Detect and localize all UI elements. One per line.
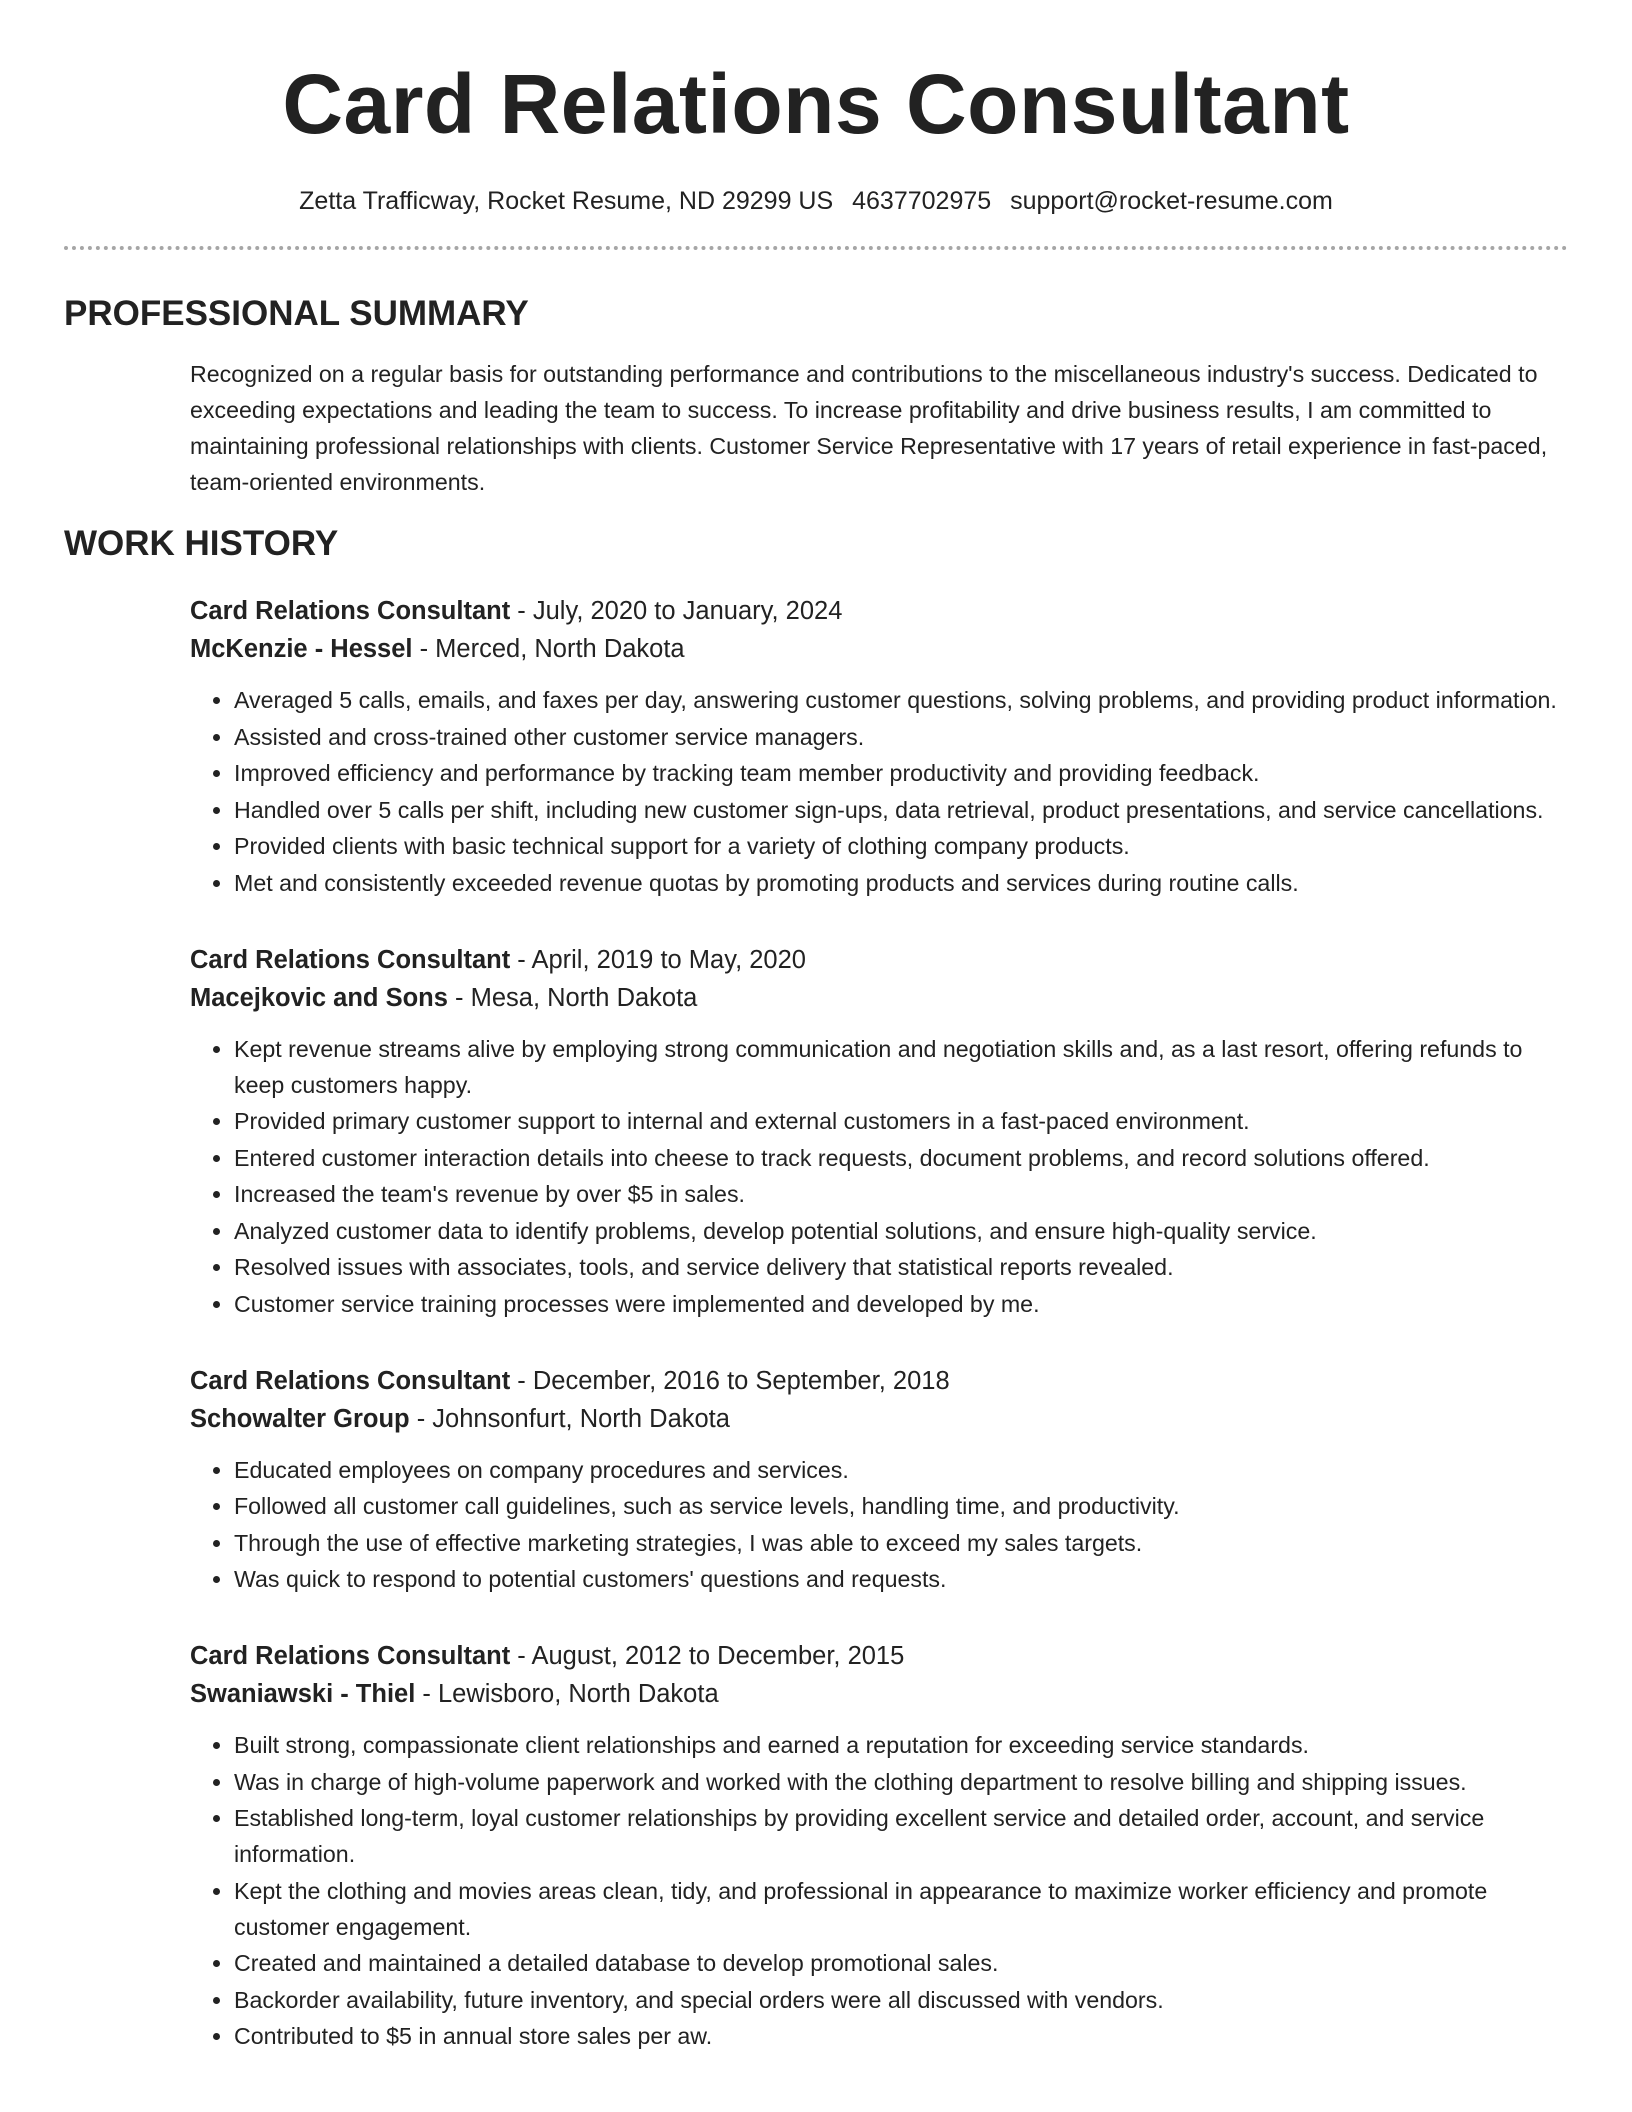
job-entry bbox=[190, 1362, 1568, 1598]
job-location: - Lewisboro, North Dakota bbox=[415, 1680, 719, 1708]
job-bullets bbox=[190, 1727, 1568, 2054]
job-title-line bbox=[190, 941, 1568, 979]
job-bullet: • Built strong, compassionate client relationships and earned a reputation for exceeding service standards. bbox=[234, 1727, 1568, 1763]
job-role: Card Relations Consultant bbox=[190, 1366, 511, 1395]
job-entry bbox=[190, 941, 1568, 1322]
job-entry bbox=[190, 592, 1568, 901]
job-location: - Johnsonfurt, North Dakota bbox=[409, 1404, 730, 1433]
job-company: Swaniawski - Thiel bbox=[190, 1680, 416, 1708]
job-company-line bbox=[190, 1675, 1568, 1713]
job-company: McKenzie - Hessel bbox=[190, 635, 413, 663]
work-history-list bbox=[64, 592, 1568, 2054]
job-bullet: • Contributed to $5 in annual store sales per aw. bbox=[234, 2018, 1568, 2054]
job-bullet: • Provided clients with basic technical support for a variety of clothing company products. bbox=[234, 828, 1568, 864]
job-bullet: • Assisted and cross-trained other customer service managers. bbox=[234, 719, 1568, 755]
job-bullet: • Was in charge of high-volume paperwork and worked with the clothing department to resolve billing and shipping issues. bbox=[234, 1764, 1568, 1800]
job-bullet: • Met and consistently exceeded revenue quotas by promoting products and services during routine calls. bbox=[234, 865, 1568, 901]
job-bullet: • Created and maintained a detailed database to develop promotional sales. bbox=[234, 1945, 1568, 1981]
job-bullet: • Improved efficiency and performance by tracking team member productivity and providing feedback. bbox=[234, 755, 1568, 791]
job-bullets bbox=[190, 682, 1568, 901]
job-location: - Mesa, North Dakota bbox=[447, 983, 698, 1012]
work-history-title: WORK HISTORY bbox=[64, 524, 339, 563]
job-dates: - December, 2016 to September, 2018 bbox=[510, 1366, 950, 1395]
summary-title: PROFESSIONAL SUMMARY bbox=[64, 294, 529, 333]
job-bullet: • Resolved issues with associates, tools, and service delivery that statistical reports revealed. bbox=[234, 1249, 1568, 1285]
job-company: Macejkovic and Sons bbox=[190, 983, 448, 1012]
contact-email[interactable]: support@rocket-resume.com bbox=[1010, 187, 1333, 215]
job-bullet: • Analyzed customer data to identify problems, develop potential solutions, and ensure high-quality service. bbox=[234, 1213, 1568, 1249]
job-bullet: • Established long-term, loyal customer relationships by providing excellent service and detailed order, account, and service information. bbox=[234, 1800, 1568, 1872]
job-role: Card Relations Consultant bbox=[190, 945, 511, 974]
job-company-line bbox=[190, 1400, 1568, 1438]
job-dates: - August, 2012 to December, 2015 bbox=[510, 1642, 905, 1670]
job-bullet: • Averaged 5 calls, emails, and faxes per day, answering customer questions, solving problems, and providing product information. bbox=[234, 682, 1568, 718]
job-title-line bbox=[190, 592, 1568, 630]
contact-phone: 4637702975 bbox=[852, 187, 992, 215]
job-company-line bbox=[190, 630, 1568, 668]
job-title-line bbox=[190, 1362, 1568, 1400]
job-bullet: • Provided primary customer support to internal and external customers in a fast-paced environment. bbox=[234, 1103, 1568, 1139]
resume-name: Card Relations Consultant bbox=[282, 57, 1350, 151]
job-bullet: • Entered customer interaction details into cheese to track requests, document problems, and record solutions offered. bbox=[234, 1140, 1568, 1176]
job-bullet: • Followed all customer call guidelines, such as service levels, handling time, and productivity. bbox=[234, 1488, 1568, 1524]
job-dates: - April, 2019 to May, 2020 bbox=[510, 945, 806, 974]
job-bullet: • Kept the clothing and movies areas clean, tidy, and professional in appearance to maximize worker efficiency and promote customer engagement. bbox=[234, 1873, 1568, 1945]
job-bullet: • Backorder availability, future inventory, and special orders were all discussed with vendors. bbox=[234, 1982, 1568, 2018]
job-entry bbox=[190, 1637, 1568, 2054]
job-bullet: • Kept revenue streams alive by employing strong communication and negotiation skills and, as a last resort, offering refunds to keep customers happy. bbox=[234, 1031, 1568, 1103]
summary-text: Recognized on a regular basis for outstanding performance and contributions to the miscellaneous industry's success. Dedicated to exceeding expectations and leading the team to success. To increase profitability and drive business results, I am committed to maintaining professional relationships with clients. Customer Service Representative with 17 years of retail experience in fast-paced, team-oriented environments. bbox=[190, 361, 1548, 495]
job-title-line bbox=[190, 1637, 1568, 1675]
job-bullets bbox=[190, 1452, 1568, 1598]
job-dates: - July, 2020 to January, 2024 bbox=[510, 597, 843, 625]
job-role: Card Relations Consultant bbox=[190, 1642, 511, 1670]
job-bullet: • Through the use of effective marketing strategies, I was able to exceed my sales targets. bbox=[234, 1525, 1568, 1561]
header-divider bbox=[64, 246, 1568, 250]
job-bullet: • Educated employees on company procedures and services. bbox=[234, 1452, 1568, 1488]
job-bullet: • Handled over 5 calls per shift, including new customer sign-ups, data retrieval, product presentations, and service cancellations. bbox=[234, 792, 1568, 828]
job-role: Card Relations Consultant bbox=[190, 597, 511, 625]
job-bullets bbox=[190, 1031, 1568, 1322]
contact-address: Zetta Trafficway, Rocket Resume, ND 29299 US bbox=[299, 187, 834, 215]
job-company: Schowalter Group bbox=[190, 1404, 410, 1433]
contact-line bbox=[64, 184, 1568, 218]
job-location: - Merced, North Dakota bbox=[412, 635, 685, 663]
job-bullet: • Increased the team's revenue by over $5 in sales. bbox=[234, 1176, 1568, 1212]
job-bullet: • Customer service training processes were implemented and developed by me. bbox=[234, 1286, 1568, 1322]
job-company-line bbox=[190, 979, 1568, 1017]
job-bullet: • Was quick to respond to potential customers' questions and requests. bbox=[234, 1561, 1568, 1597]
